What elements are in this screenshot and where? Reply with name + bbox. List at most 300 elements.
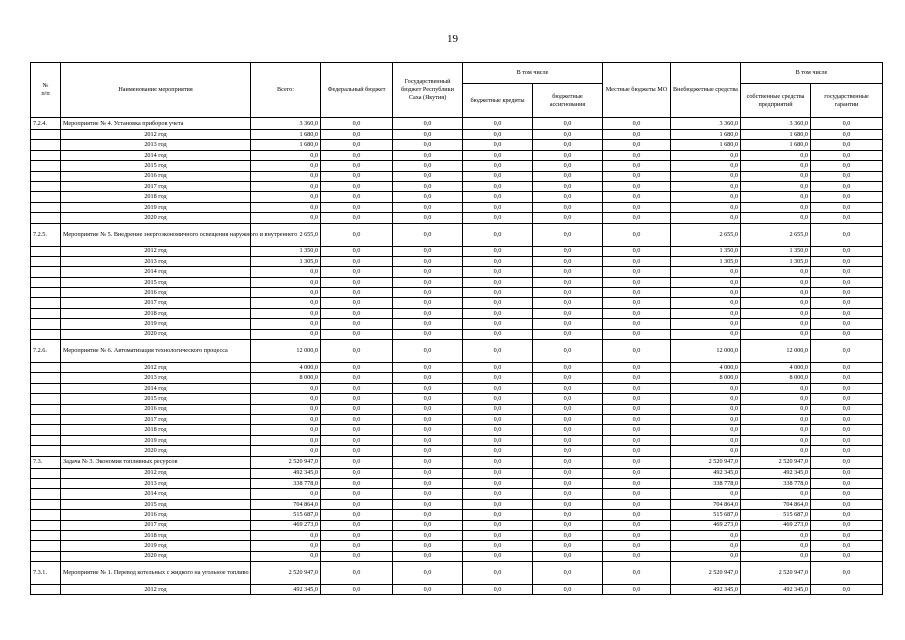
cell-federal: 0,0 (321, 373, 393, 383)
row-code (31, 468, 61, 478)
table-row-year (31, 171, 883, 181)
cell-offbudget: 1 680,0 (671, 130, 741, 140)
cell-local: 0,0 (603, 562, 671, 585)
cell-assignments: 0,0 (533, 267, 603, 277)
cell-assignments: 0,0 (533, 202, 603, 212)
cell-guarantees: 0,0 (811, 404, 883, 414)
cell-assignments: 0,0 (533, 213, 603, 223)
header-including-2: В том числе (741, 63, 883, 84)
row-code (31, 213, 61, 223)
cell-federal: 0,0 (321, 585, 393, 595)
cell-state: 0,0 (393, 404, 463, 414)
cell-local: 0,0 (603, 171, 671, 181)
table-row-year (31, 140, 883, 150)
cell-local: 0,0 (603, 446, 671, 456)
cell-own-funds: 0,0 (741, 202, 811, 212)
cell-federal: 0,0 (321, 308, 393, 318)
cell-offbudget: 0,0 (671, 530, 741, 540)
cell-federal: 0,0 (321, 246, 393, 256)
table-row-main (31, 118, 883, 130)
cell-offbudget: 0,0 (671, 150, 741, 160)
row-code (31, 329, 61, 339)
cell-guarantees: 0,0 (811, 340, 883, 363)
table-row-year (31, 510, 883, 520)
cell-credits: 0,0 (463, 435, 533, 445)
table-row-year (31, 404, 883, 414)
cell-federal: 0,0 (321, 298, 393, 308)
cell-total: 515 687,0 (251, 510, 321, 520)
cell-local: 0,0 (603, 551, 671, 561)
row-year: 2013 год (61, 256, 251, 266)
cell-own-funds: 0,0 (741, 308, 811, 318)
cell-credits: 0,0 (463, 520, 533, 530)
cell-offbudget: 704 864,0 (671, 499, 741, 509)
cell-guarantees: 0,0 (811, 181, 883, 191)
table-row-year (31, 425, 883, 435)
cell-guarantees: 0,0 (811, 468, 883, 478)
cell-federal: 0,0 (321, 223, 393, 246)
row-year: 2014 год (61, 383, 251, 393)
cell-state: 0,0 (393, 394, 463, 404)
cell-offbudget: 2 520 947,0 (671, 456, 741, 468)
cell-federal: 0,0 (321, 319, 393, 329)
row-code (31, 298, 61, 308)
cell-assignments: 0,0 (533, 404, 603, 414)
cell-offbudget: 0,0 (671, 414, 741, 424)
row-year: 2017 год (61, 298, 251, 308)
cell-offbudget: 0,0 (671, 404, 741, 414)
cell-local: 0,0 (603, 373, 671, 383)
row-year: 2017 год (61, 181, 251, 191)
row-year: 2014 год (61, 150, 251, 160)
row-code (31, 319, 61, 329)
cell-total: 0,0 (251, 288, 321, 298)
cell-credits: 0,0 (463, 394, 533, 404)
cell-total: 0,0 (251, 150, 321, 160)
cell-guarantees: 0,0 (811, 478, 883, 488)
row-activity-name: Мероприятие № 6. Автоматизация технологического процесса (61, 340, 251, 363)
cell-local: 0,0 (603, 130, 671, 140)
cell-guarantees: 0,0 (811, 363, 883, 373)
row-code: 7.3. (31, 456, 61, 468)
cell-credits: 0,0 (463, 585, 533, 595)
cell-total: 0,0 (251, 213, 321, 223)
cell-assignments: 0,0 (533, 181, 603, 191)
cell-local: 0,0 (603, 541, 671, 551)
cell-guarantees: 0,0 (811, 551, 883, 561)
cell-total: 1 350,0 (251, 246, 321, 256)
cell-credits: 0,0 (463, 181, 533, 191)
cell-credits: 0,0 (463, 468, 533, 478)
row-code (31, 446, 61, 456)
cell-own-funds: 0,0 (741, 288, 811, 298)
row-code (31, 171, 61, 181)
table-row-year (31, 363, 883, 373)
header-local: Местные бюджеты МО (603, 63, 671, 118)
cell-state: 0,0 (393, 171, 463, 181)
cell-state: 0,0 (393, 288, 463, 298)
row-code (31, 202, 61, 212)
table-row-year (31, 288, 883, 298)
table-row-year (31, 541, 883, 551)
cell-offbudget: 0,0 (671, 161, 741, 171)
cell-assignments: 0,0 (533, 118, 603, 130)
row-year: 2012 год (61, 585, 251, 595)
cell-credits: 0,0 (463, 510, 533, 520)
cell-total: 0,0 (251, 425, 321, 435)
row-code (31, 140, 61, 150)
cell-own-funds: 0,0 (741, 171, 811, 181)
cell-guarantees: 0,0 (811, 130, 883, 140)
cell-local: 0,0 (603, 363, 671, 373)
table-row-year (31, 256, 883, 266)
row-year: 2017 год (61, 414, 251, 424)
cell-credits: 0,0 (463, 499, 533, 509)
cell-state: 0,0 (393, 267, 463, 277)
cell-own-funds: 0,0 (741, 213, 811, 223)
table-row-year (31, 499, 883, 509)
cell-guarantees: 0,0 (811, 308, 883, 318)
cell-guarantees: 0,0 (811, 446, 883, 456)
cell-total: 1 680,0 (251, 140, 321, 150)
cell-federal: 0,0 (321, 256, 393, 266)
cell-local: 0,0 (603, 530, 671, 540)
row-code (31, 425, 61, 435)
cell-credits: 0,0 (463, 140, 533, 150)
cell-guarantees: 0,0 (811, 246, 883, 256)
row-code (31, 489, 61, 499)
cell-own-funds: 492 345,0 (741, 468, 811, 478)
cell-own-funds: 0,0 (741, 150, 811, 160)
cell-state: 0,0 (393, 161, 463, 171)
cell-local: 0,0 (603, 520, 671, 530)
header-name: Наименование мероприятия (61, 63, 251, 118)
cell-credits: 0,0 (463, 414, 533, 424)
row-code (31, 308, 61, 318)
table-row-year (31, 277, 883, 287)
cell-total: 0,0 (251, 551, 321, 561)
row-year: 2018 год (61, 425, 251, 435)
cell-credits: 0,0 (463, 192, 533, 202)
cell-total: 0,0 (251, 171, 321, 181)
cell-credits: 0,0 (463, 530, 533, 540)
cell-local: 0,0 (603, 510, 671, 520)
cell-offbudget: 1 350,0 (671, 246, 741, 256)
cell-federal: 0,0 (321, 435, 393, 445)
cell-offbudget: 0,0 (671, 267, 741, 277)
cell-own-funds: 1 680,0 (741, 140, 811, 150)
cell-state: 0,0 (393, 383, 463, 393)
cell-state: 0,0 (393, 489, 463, 499)
table-row-year (31, 489, 883, 499)
row-code (31, 541, 61, 551)
cell-offbudget: 0,0 (671, 435, 741, 445)
cell-offbudget: 0,0 (671, 319, 741, 329)
cell-state: 0,0 (393, 150, 463, 160)
cell-state: 0,0 (393, 541, 463, 551)
cell-total: 0,0 (251, 202, 321, 212)
header-offbudget: Внебюджетные средства (671, 63, 741, 118)
cell-total: 0,0 (251, 319, 321, 329)
cell-credits: 0,0 (463, 246, 533, 256)
cell-offbudget: 1 680,0 (671, 140, 741, 150)
cell-federal: 0,0 (321, 551, 393, 561)
cell-credits: 0,0 (463, 456, 533, 468)
table-row-year (31, 202, 883, 212)
cell-offbudget: 0,0 (671, 394, 741, 404)
cell-assignments: 0,0 (533, 298, 603, 308)
cell-assignments: 0,0 (533, 150, 603, 160)
cell-guarantees: 0,0 (811, 510, 883, 520)
row-code (31, 256, 61, 266)
cell-own-funds: 0,0 (741, 404, 811, 414)
table-row-year (31, 329, 883, 339)
row-year: 2014 год (61, 489, 251, 499)
cell-own-funds: 1 350,0 (741, 246, 811, 256)
cell-own-funds: 0,0 (741, 267, 811, 277)
cell-guarantees: 0,0 (811, 562, 883, 585)
cell-local: 0,0 (603, 499, 671, 509)
cell-credits: 0,0 (463, 541, 533, 551)
row-code (31, 551, 61, 561)
cell-credits: 0,0 (463, 256, 533, 266)
cell-total: 0,0 (251, 277, 321, 287)
cell-guarantees: 0,0 (811, 530, 883, 540)
row-code (31, 520, 61, 530)
cell-own-funds: 0,0 (741, 489, 811, 499)
cell-own-funds: 0,0 (741, 394, 811, 404)
cell-offbudget: 0,0 (671, 192, 741, 202)
cell-federal: 0,0 (321, 520, 393, 530)
cell-guarantees: 0,0 (811, 288, 883, 298)
cell-state: 0,0 (393, 181, 463, 191)
cell-local: 0,0 (603, 404, 671, 414)
row-year: 2016 год (61, 288, 251, 298)
cell-assignments: 0,0 (533, 551, 603, 561)
cell-own-funds: 0,0 (741, 192, 811, 202)
cell-assignments: 0,0 (533, 456, 603, 468)
row-code (31, 246, 61, 256)
row-code (31, 510, 61, 520)
cell-guarantees: 0,0 (811, 118, 883, 130)
cell-local: 0,0 (603, 223, 671, 246)
cell-own-funds: 1 680,0 (741, 130, 811, 140)
row-year: 2018 год (61, 530, 251, 540)
cell-assignments: 0,0 (533, 277, 603, 287)
cell-own-funds: 0,0 (741, 161, 811, 171)
cell-total: 2 520 947,0 (251, 562, 321, 585)
cell-credits: 0,0 (463, 383, 533, 393)
table-row-year (31, 150, 883, 160)
cell-total: 492 345,0 (251, 585, 321, 595)
cell-federal: 0,0 (321, 456, 393, 468)
cell-federal: 0,0 (321, 288, 393, 298)
cell-local: 0,0 (603, 161, 671, 171)
table-row-year (31, 414, 883, 424)
cell-own-funds: 704 864,0 (741, 499, 811, 509)
cell-credits: 0,0 (463, 551, 533, 561)
cell-total: 3 360,0 (251, 118, 321, 130)
cell-assignments: 0,0 (533, 510, 603, 520)
table-row-year (31, 161, 883, 171)
cell-guarantees: 0,0 (811, 223, 883, 246)
cell-offbudget: 338 778,0 (671, 478, 741, 488)
table-row-year (31, 246, 883, 256)
cell-state: 0,0 (393, 530, 463, 540)
cell-guarantees: 0,0 (811, 414, 883, 424)
cell-offbudget: 0,0 (671, 425, 741, 435)
cell-assignments: 0,0 (533, 223, 603, 246)
row-code (31, 414, 61, 424)
cell-guarantees: 0,0 (811, 329, 883, 339)
row-year: 2019 год (61, 319, 251, 329)
cell-total: 0,0 (251, 298, 321, 308)
cell-offbudget: 0,0 (671, 288, 741, 298)
table-row-year (31, 551, 883, 561)
cell-own-funds: 0,0 (741, 277, 811, 287)
cell-assignments: 0,0 (533, 520, 603, 530)
cell-total: 0,0 (251, 414, 321, 424)
cell-assignments: 0,0 (533, 373, 603, 383)
cell-credits: 0,0 (463, 562, 533, 585)
cell-guarantees: 0,0 (811, 373, 883, 383)
row-code (31, 277, 61, 287)
cell-assignments: 0,0 (533, 288, 603, 298)
cell-offbudget: 0,0 (671, 213, 741, 223)
cell-local: 0,0 (603, 489, 671, 499)
cell-guarantees: 0,0 (811, 213, 883, 223)
row-year: 2015 год (61, 161, 251, 171)
row-year: 2019 год (61, 202, 251, 212)
row-code (31, 394, 61, 404)
cell-local: 0,0 (603, 425, 671, 435)
row-code (31, 530, 61, 540)
cell-federal: 0,0 (321, 446, 393, 456)
cell-guarantees: 0,0 (811, 456, 883, 468)
cell-federal: 0,0 (321, 202, 393, 212)
cell-assignments: 0,0 (533, 468, 603, 478)
cell-total: 0,0 (251, 192, 321, 202)
table-row-year (31, 478, 883, 488)
cell-own-funds: 8 000,0 (741, 373, 811, 383)
header-no: № п/п (31, 63, 61, 118)
table-row-year (31, 298, 883, 308)
cell-own-funds: 0,0 (741, 298, 811, 308)
row-code: 7.2.5. (31, 223, 61, 246)
table-row-year (31, 308, 883, 318)
cell-total: 0,0 (251, 541, 321, 551)
cell-credits: 0,0 (463, 298, 533, 308)
cell-state: 0,0 (393, 585, 463, 595)
cell-local: 0,0 (603, 585, 671, 595)
cell-federal: 0,0 (321, 150, 393, 160)
cell-federal: 0,0 (321, 510, 393, 520)
cell-state: 0,0 (393, 425, 463, 435)
row-year: 2013 год (61, 140, 251, 150)
cell-assignments: 0,0 (533, 585, 603, 595)
cell-assignments: 0,0 (533, 414, 603, 424)
cell-offbudget: 0,0 (671, 181, 741, 191)
cell-assignments: 0,0 (533, 530, 603, 540)
row-activity-name: Мероприятие № 1. Перевод котельных с жидкого на угольное топливо (61, 562, 251, 585)
row-code: 7.3.1. (31, 562, 61, 585)
cell-credits: 0,0 (463, 446, 533, 456)
budget-table (30, 62, 883, 595)
table-row-year (31, 468, 883, 478)
table-row-main (31, 340, 883, 363)
cell-federal: 0,0 (321, 340, 393, 363)
cell-assignments: 0,0 (533, 319, 603, 329)
cell-local: 0,0 (603, 394, 671, 404)
cell-offbudget: 2 520 947,0 (671, 562, 741, 585)
cell-own-funds: 515 687,0 (741, 510, 811, 520)
cell-federal: 0,0 (321, 425, 393, 435)
cell-state: 0,0 (393, 468, 463, 478)
cell-state: 0,0 (393, 340, 463, 363)
cell-own-funds: 0,0 (741, 425, 811, 435)
cell-local: 0,0 (603, 150, 671, 160)
cell-federal: 0,0 (321, 363, 393, 373)
cell-total: 0,0 (251, 267, 321, 277)
table-row-year (31, 520, 883, 530)
cell-own-funds: 492 345,0 (741, 585, 811, 595)
table-row-main (31, 456, 883, 468)
row-year: 2019 год (61, 541, 251, 551)
cell-local: 0,0 (603, 202, 671, 212)
cell-assignments: 0,0 (533, 246, 603, 256)
cell-state: 0,0 (393, 329, 463, 339)
table-row-year (31, 319, 883, 329)
cell-federal: 0,0 (321, 192, 393, 202)
cell-credits: 0,0 (463, 478, 533, 488)
header-own-funds: собственные средства предприятий (741, 84, 811, 118)
cell-guarantees: 0,0 (811, 202, 883, 212)
row-code (31, 181, 61, 191)
cell-total: 2 655,0 (251, 223, 321, 246)
cell-total: 0,0 (251, 435, 321, 445)
cell-credits: 0,0 (463, 223, 533, 246)
row-year: 2015 год (61, 394, 251, 404)
cell-own-funds: 12 000,0 (741, 340, 811, 363)
cell-offbudget: 0,0 (671, 171, 741, 181)
cell-state: 0,0 (393, 223, 463, 246)
cell-guarantees: 0,0 (811, 489, 883, 499)
cell-federal: 0,0 (321, 499, 393, 509)
row-year: 2018 год (61, 308, 251, 318)
cell-federal: 0,0 (321, 562, 393, 585)
cell-state: 0,0 (393, 510, 463, 520)
cell-federal: 0,0 (321, 404, 393, 414)
cell-federal: 0,0 (321, 277, 393, 287)
cell-credits: 0,0 (463, 267, 533, 277)
cell-offbudget: 12 000,0 (671, 340, 741, 363)
cell-total: 0,0 (251, 394, 321, 404)
cell-state: 0,0 (393, 277, 463, 287)
row-year: 2013 год (61, 373, 251, 383)
cell-guarantees: 0,0 (811, 383, 883, 393)
table-row-year (31, 585, 883, 595)
cell-offbudget: 3 360,0 (671, 118, 741, 130)
header-state: Государственный бюджет Республики Саха (Якутия) (393, 63, 463, 118)
cell-assignments: 0,0 (533, 340, 603, 363)
cell-total: 0,0 (251, 530, 321, 540)
cell-own-funds: 0,0 (741, 319, 811, 329)
header-assignments: бюджетные ассигнования (533, 84, 603, 118)
row-code (31, 288, 61, 298)
cell-federal: 0,0 (321, 530, 393, 540)
cell-credits: 0,0 (463, 130, 533, 140)
cell-offbudget: 0,0 (671, 277, 741, 287)
